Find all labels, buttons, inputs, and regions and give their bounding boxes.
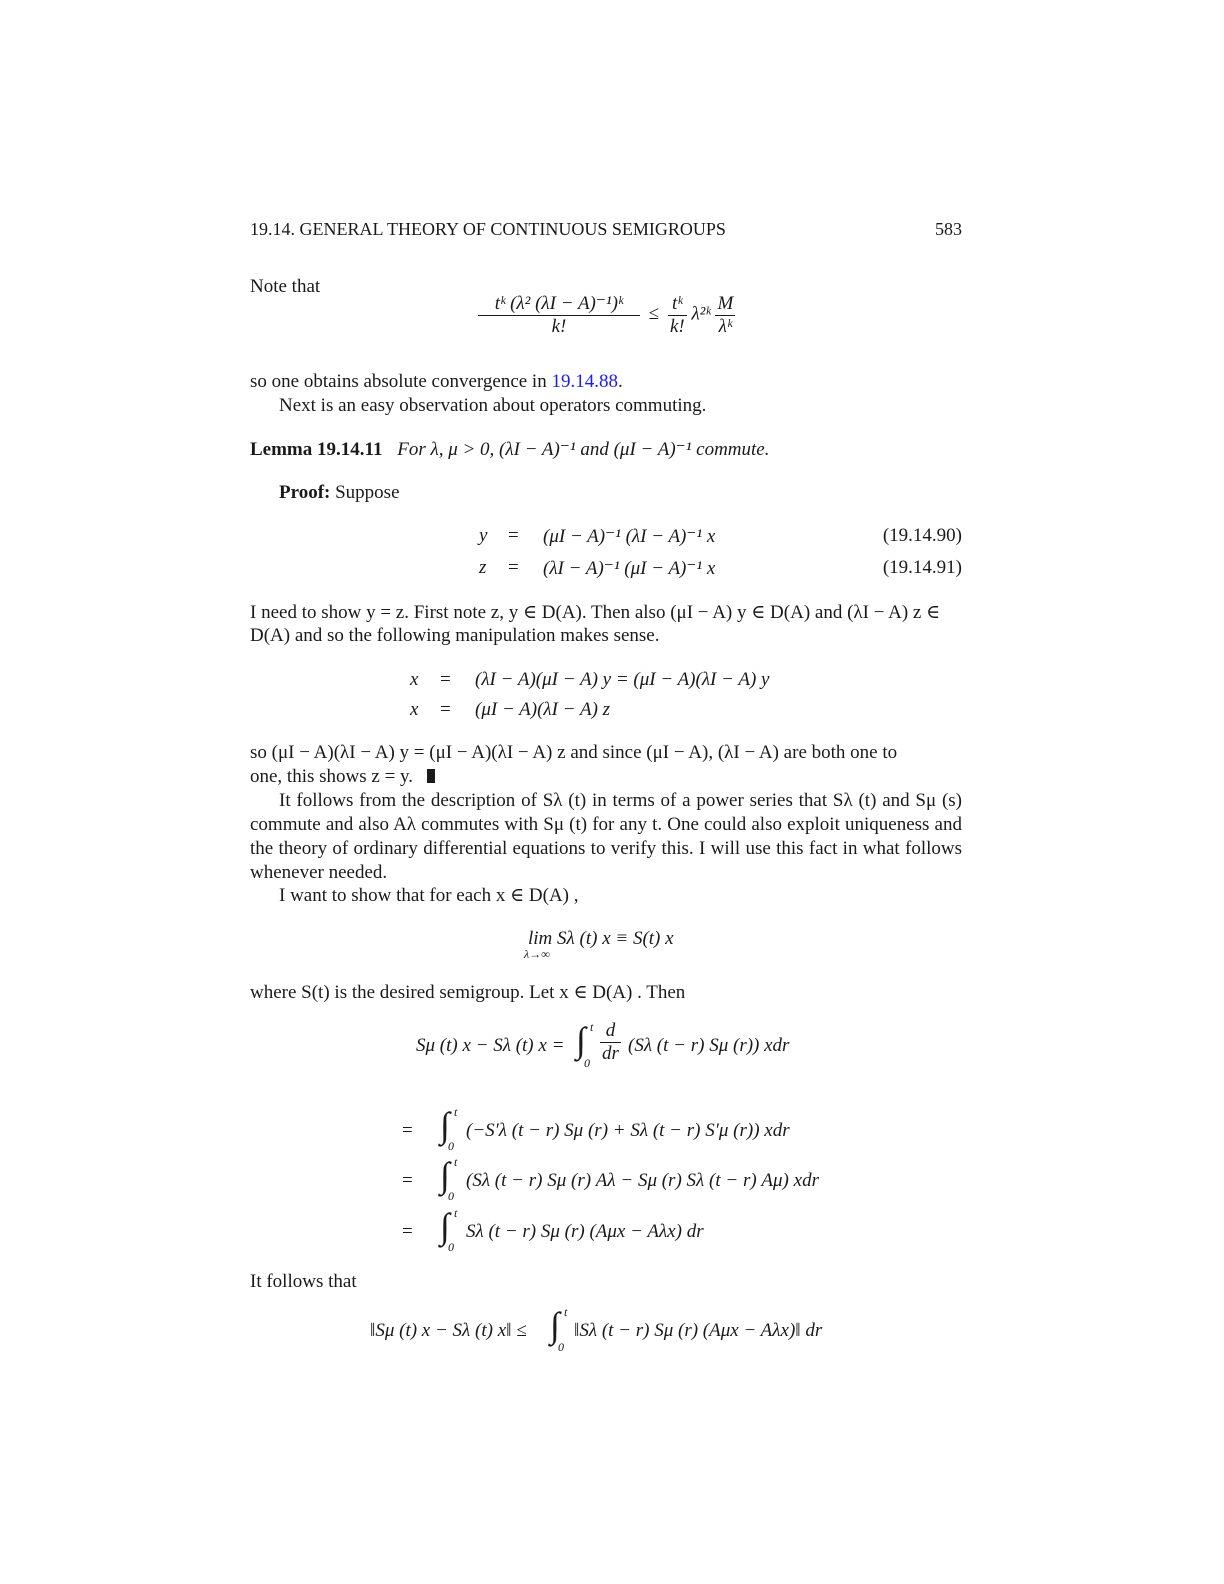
limit-equation: lim Sλ (t) x ≡ S(t) x: [528, 928, 674, 949]
norm-int-lower: 0: [558, 1340, 564, 1354]
norm-int-upper: t: [564, 1305, 568, 1319]
diff-int-upper: t: [590, 1020, 594, 1034]
ineq-relation: ≤: [648, 303, 660, 325]
eq91-lhs: z: [479, 557, 487, 578]
eqx1-lhs: x: [410, 669, 419, 690]
integral-sign-icon: ∫: [440, 1105, 450, 1145]
proof-start: [279, 482, 400, 504]
ineq-rhs-den2: λᵏ: [715, 315, 735, 338]
integral-sign-icon: ∫: [440, 1206, 450, 1246]
ineq-rhs-num2: M: [717, 292, 734, 314]
eq90-lhs: y: [479, 525, 488, 546]
eq91-tag: (19.14.91): [882, 557, 962, 578]
lemma: [250, 438, 770, 461]
norm-lhs: ‖Sμ (t) x − Sλ (t) x‖ ≤: [370, 1320, 527, 1341]
eq90-rhs: (μI − A)⁻¹ (λI − A)⁻¹ x: [543, 526, 716, 547]
eq90-tag: (19.14.90): [882, 525, 962, 546]
int3-upper: t: [454, 1206, 458, 1220]
page: [250, 0, 962, 1584]
int2-lower: 0: [448, 1189, 454, 1203]
need-show-line2: D(A) and so the following manipulation makes sense.: [250, 625, 660, 646]
int1-upper: t: [454, 1105, 458, 1119]
integral-sign-icon: ∫: [550, 1305, 560, 1345]
easy-observation: Next is an easy observation about operators commuting.: [279, 395, 707, 416]
so-line2-text: one, this shows z = y.: [250, 766, 414, 787]
int3-equals: =: [402, 1221, 413, 1242]
section-title: 19.14. GENERAL THEORY OF CONTINUOUS SEMIGROUPS: [250, 219, 726, 239]
so-line2: [250, 766, 435, 788]
eq91-equals: =: [508, 557, 519, 578]
eqx1-equals: =: [440, 669, 451, 690]
ineq-denominator: k!: [478, 315, 640, 338]
it-follows: It follows that: [250, 1271, 357, 1292]
lemma-label: Lemma 19.14.11: [250, 439, 383, 460]
int1-equals: =: [402, 1120, 413, 1141]
norm-rhs: ‖Sλ (t − r) Sμ (r) (Aμx − Aλx)‖ dr: [574, 1320, 823, 1341]
abs-conv-text: so one obtains absolute convergence in: [250, 371, 552, 392]
eq90-equals: =: [508, 525, 519, 546]
diff-frac-num: d: [605, 1020, 616, 1041]
ineq-rhs-lambda: λ²ᵏ: [691, 303, 711, 325]
eqx2-lhs: x: [410, 699, 419, 720]
eqx1-rhs: (λI − A)(μI − A) y = (μI − A)(λI − A) y: [475, 669, 770, 690]
diff-int-lower: 0: [584, 1056, 590, 1070]
ineq-rhs-den: k!: [669, 315, 685, 337]
note-that: Note that: [250, 276, 321, 297]
qed-icon: [427, 769, 435, 783]
int2-upper: t: [454, 1155, 458, 1169]
where-line: where S(t) is the desired semigroup. Let x ∈ D(A) . Then: [250, 982, 686, 1003]
abs-conv-line: [250, 371, 623, 393]
int1-lower: 0: [448, 1139, 454, 1153]
proof-suppose: Suppose: [335, 482, 400, 503]
want-show: I want to show that for each x ∈ D(A) ,: [279, 885, 579, 906]
diff-lhs: Sμ (t) x − Sλ (t) x =: [416, 1035, 565, 1056]
ineq-rhs-num: tᵏ: [672, 292, 683, 314]
int2-equals: =: [402, 1170, 413, 1191]
diff-frac-den: dr: [602, 1043, 619, 1064]
int3-lower: 0: [448, 1240, 454, 1254]
abs-conv-period: .: [617, 371, 623, 392]
diff-frac: [600, 1020, 621, 1065]
eqx2-equals: =: [440, 699, 451, 720]
ineq-numerator: tᵏ (λ² (λI − A)⁻¹)ᵏ: [494, 293, 624, 314]
running-header: [250, 219, 962, 240]
integral-sign-icon: ∫: [576, 1020, 586, 1060]
equation-link[interactable]: 19.14.88: [551, 371, 618, 392]
page-number: 583: [935, 219, 962, 239]
proof-label: Proof:: [279, 482, 331, 503]
diff-rhs: (Sλ (t − r) Sμ (r)) xdr: [628, 1035, 790, 1056]
ineq-display: [478, 292, 735, 338]
eq91-rhs: (λI − A)⁻¹ (μI − A)⁻¹ x: [543, 558, 716, 579]
limit-subscript: λ→∞: [524, 947, 550, 961]
need-show-line1: I need to show y = z. First note z, y ∈ D(A). Then also (μI − A) y ∈ D(A) and (λI − A) z ∈: [250, 602, 941, 623]
so-line1: so (μI − A)(λI − A) y = (μI − A)(λI − A) z and since (μI − A), (λI − A) are both one to: [250, 742, 898, 763]
int3-body: Sλ (t − r) Sμ (r) (Aμx − Aλx) dr: [466, 1221, 704, 1242]
int1-body: (−S′λ (t − r) Sμ (r) + Sλ (t − r) S′μ (r)) xdr: [466, 1120, 790, 1141]
integral-sign-icon: ∫: [440, 1155, 450, 1195]
follows-paragraph: It follows from the description of Sλ (t) in terms of a power series that Sλ (t) and Sμ (s) commute and also Aλ commutes with Sμ (t) for any t. One could also exploit uniqueness and the theory of ordinary differential equations to verify this. I will use this fact in what follows whenever needed.: [250, 790, 962, 883]
lemma-statement: For λ, μ > 0, (λI − A)⁻¹ and (μI − A)⁻¹ commute.: [397, 439, 770, 460]
int2-body: (Sλ (t − r) Sμ (r) Aλ − Sμ (r) Sλ (t − r) Aμ) xdr: [466, 1170, 819, 1191]
eqx2-rhs: (μI − A)(λI − A) z: [475, 699, 611, 720]
